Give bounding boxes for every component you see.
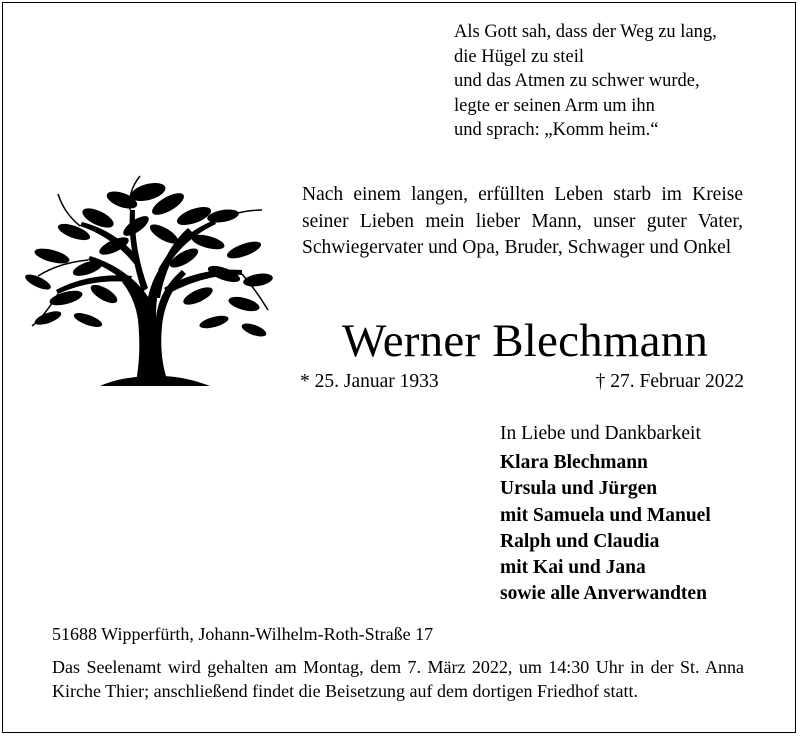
mourner: mit Kai und Jana bbox=[500, 557, 646, 579]
birth-date: * 25. Januar 1933 bbox=[300, 371, 439, 392]
tree-icon bbox=[18, 170, 278, 392]
address: 51688 Wipperfürth, Johann-Wilhelm-Roth-Straße 17 bbox=[52, 624, 434, 644]
service-notice: Das Seelenamt wird gehalten am Montag, dem 7. März 2022, um 14:30 Uhr in der St. Anna Kirche Thier; anschließend findet die Beisetzung auf dem dortigen Friedhof statt. bbox=[52, 657, 744, 701]
poem-line: und sprach: „Komm heim.“ bbox=[454, 120, 659, 140]
poem bbox=[454, 20, 774, 143]
poem-line: und das Atmen zu schwer wurde, bbox=[454, 71, 700, 91]
intro-text: Nach einem langen, erfüllten Leben starb im Kreise seiner Lieben mein lieber Mann, unser guter Vater, Schwiegervater und Opa, Bruder, Schwager und Onkel bbox=[302, 184, 743, 258]
mourner: Ursula und Jürgen bbox=[500, 478, 658, 500]
poem-line: Als Gott sah, dass der Weg zu lang, bbox=[454, 22, 717, 42]
poem-line: legte er seinen Arm um ihn bbox=[454, 95, 655, 116]
mourner: sowie alle Anverwandten bbox=[500, 583, 707, 605]
deceased-name: Werner Blechmann bbox=[341, 315, 709, 367]
mourners-list bbox=[500, 450, 711, 608]
poem-line: die Hügel zu steil bbox=[454, 46, 584, 67]
mourner: mit Samuela und Manuel bbox=[500, 504, 711, 526]
mourner: Klara Blechmann bbox=[500, 452, 648, 473]
death-date: † 27. Februar 2022 bbox=[595, 371, 744, 392]
mourner: Ralph und Claudia bbox=[500, 530, 660, 552]
thanks-line: In Liebe und Dankbarkeit bbox=[500, 423, 701, 444]
